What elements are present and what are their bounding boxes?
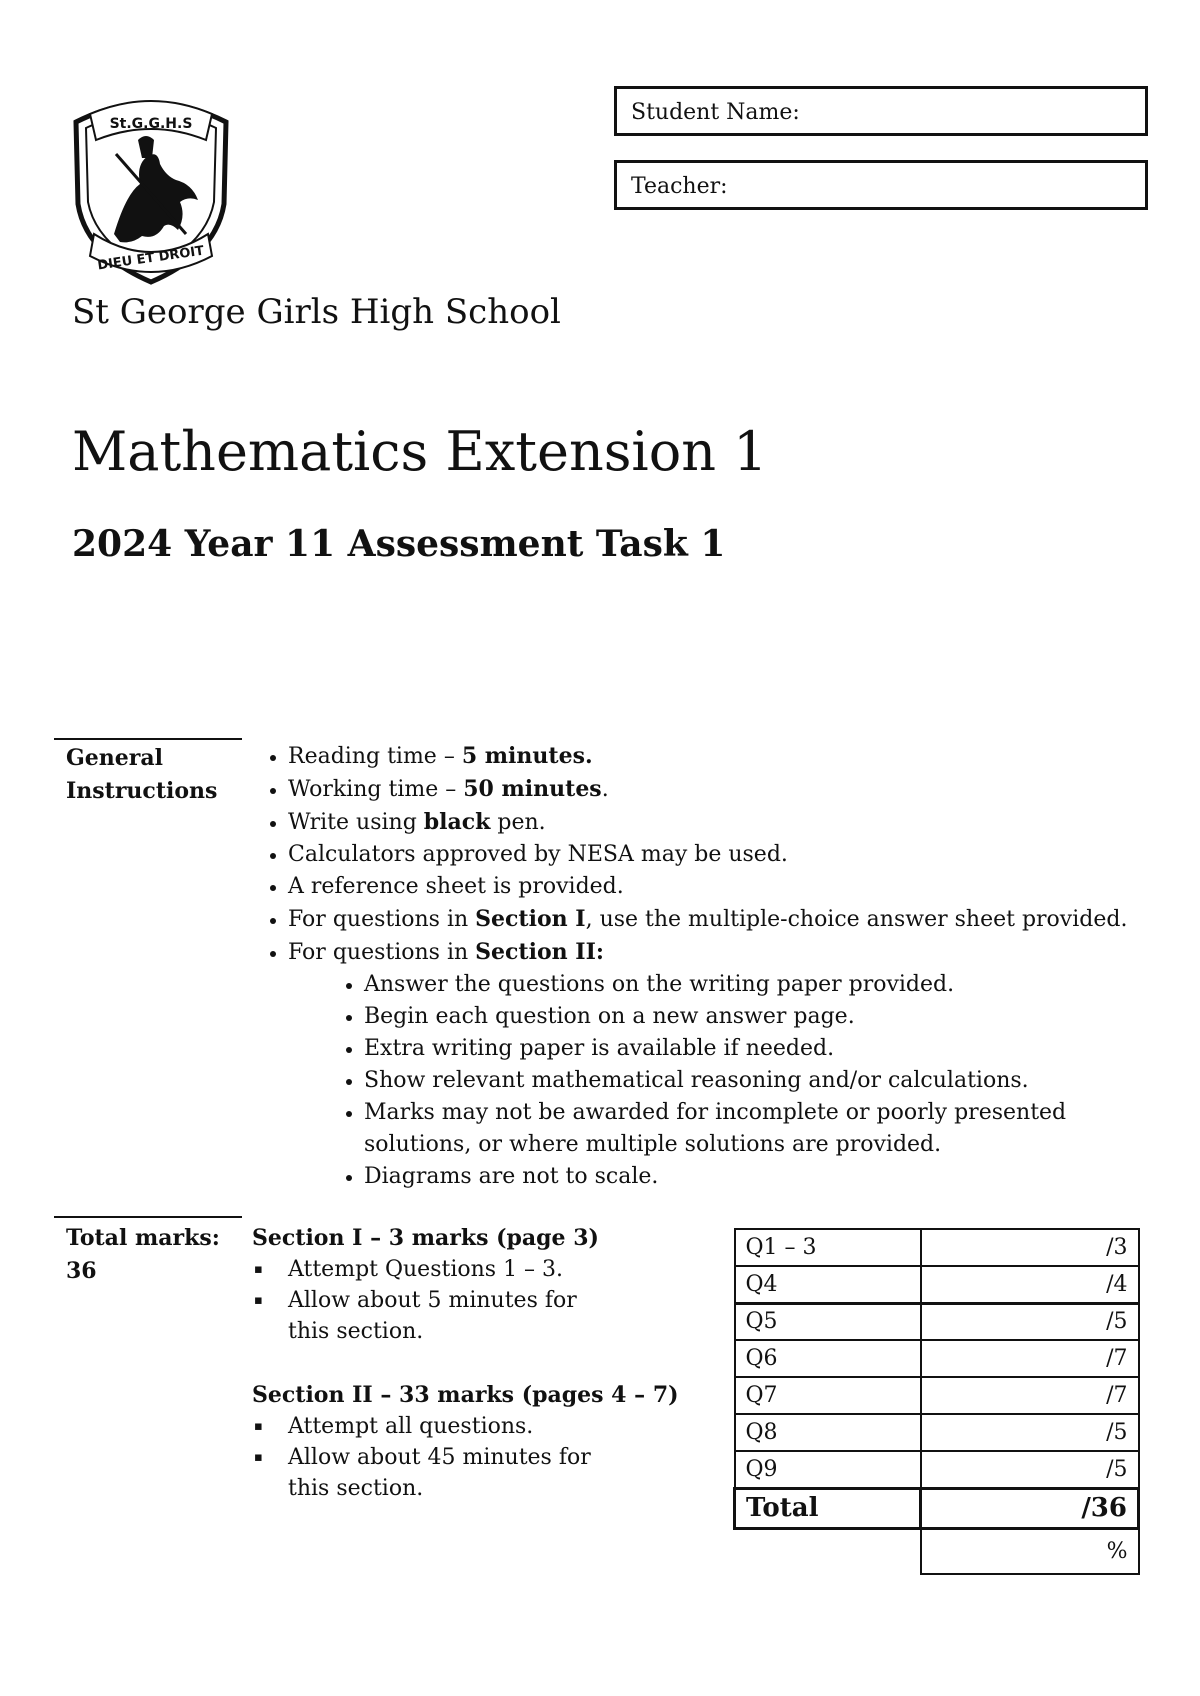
instruction-subitem: • Extra writing paper is available if needed.: [364, 1033, 1152, 1065]
school-crest-logo: [66, 84, 236, 286]
section-1-bullet: ▪ Attempt Questions 1 – 3.: [288, 1254, 682, 1285]
general-instructions-label: General Instructions: [66, 745, 218, 804]
section-1-heading: Section I – 3 marks (page 3): [252, 1225, 599, 1251]
instruction-subitem: • Diagrams are not to scale.: [364, 1161, 1152, 1193]
instruction-item: • Reading time – 5 minutes.: [288, 740, 1152, 773]
teacher-field[interactable]: [614, 160, 1148, 210]
percent-row: %: [735, 1528, 1139, 1574]
general-instructions-list: [252, 740, 1152, 1193]
task-title: 2024 Year 11 Assessment Task 1: [72, 523, 726, 565]
instruction-item: • Write using black pen.: [288, 806, 1152, 839]
school-name: St George Girls High School: [72, 292, 561, 332]
table-row: Q5 /5: [735, 1303, 1139, 1340]
instruction-subitem: • Begin each question on a new answer page.: [364, 1001, 1152, 1033]
instruction-subitem: • Show relevant mathematical reasoning and/or calculations.: [364, 1065, 1152, 1097]
teacher-label: Teacher:: [631, 174, 728, 199]
total-marks-divider: [54, 1216, 242, 1218]
instruction-item: • Calculators approved by NESA may be used.: [288, 839, 1152, 871]
instruction-subitem: • Answer the questions on the writing paper provided.: [364, 969, 1152, 1001]
marks-table: [733, 1228, 1140, 1575]
total-marks-label: Total marks: 36: [66, 1222, 220, 1288]
total-row: Total /36: [735, 1488, 1139, 1528]
table-row: Q4 /4: [735, 1266, 1139, 1303]
table-row: Q1 – 3 /3: [735, 1229, 1139, 1266]
instruction-item: • For questions in Section II: • Answer the questions on the writing paper provided. • Begin each question on a new answer page. • Extra writing paper is available if needed. • Show relevant mathematical reasoning and/or calculations. • Marks may not be awarded for incomplete or poorly presented solutions, or where multiple solutions are provided. • Diagrams are not to scale.: [288, 936, 1152, 1193]
instruction-item: • For questions in Section I, use the multiple-choice answer sheet provided.: [288, 903, 1152, 936]
crest-motto-text: DIEU ET DROIT: [96, 243, 206, 274]
instruction-subitem: • Marks may not be awarded for incomplete or poorly presented solutions, or where multiple solutions are provided.: [364, 1097, 1152, 1161]
section-1-bullet: ▪ Allow about 5 minutes for this section.: [288, 1285, 682, 1347]
student-name-field[interactable]: [614, 86, 1148, 136]
instruction-item: • Working time – 50 minutes.: [288, 773, 1152, 806]
table-row: Q8 /5: [735, 1414, 1139, 1451]
section-2-heading: Section II – 33 marks (pages 4 – 7): [252, 1382, 679, 1408]
total-marks-value: 36: [66, 1258, 97, 1284]
sections-summary: [252, 1222, 682, 1504]
instructions-divider: [54, 738, 242, 740]
instruction-item: • A reference sheet is provided.: [288, 871, 1152, 903]
table-row: Q7 /7: [735, 1377, 1139, 1414]
section-2-bullet: ▪ Attempt all questions.: [288, 1411, 682, 1442]
table-row: Q6 /7: [735, 1340, 1139, 1377]
student-name-label: Student Name:: [631, 100, 800, 125]
section-2-bullet: ▪ Allow about 45 minutes for this section.: [288, 1442, 682, 1504]
crest-banner-text: St.G.G.H.S: [109, 116, 193, 132]
table-row: Q9 /5: [735, 1451, 1139, 1488]
subject-title: Mathematics Extension 1: [72, 420, 768, 483]
